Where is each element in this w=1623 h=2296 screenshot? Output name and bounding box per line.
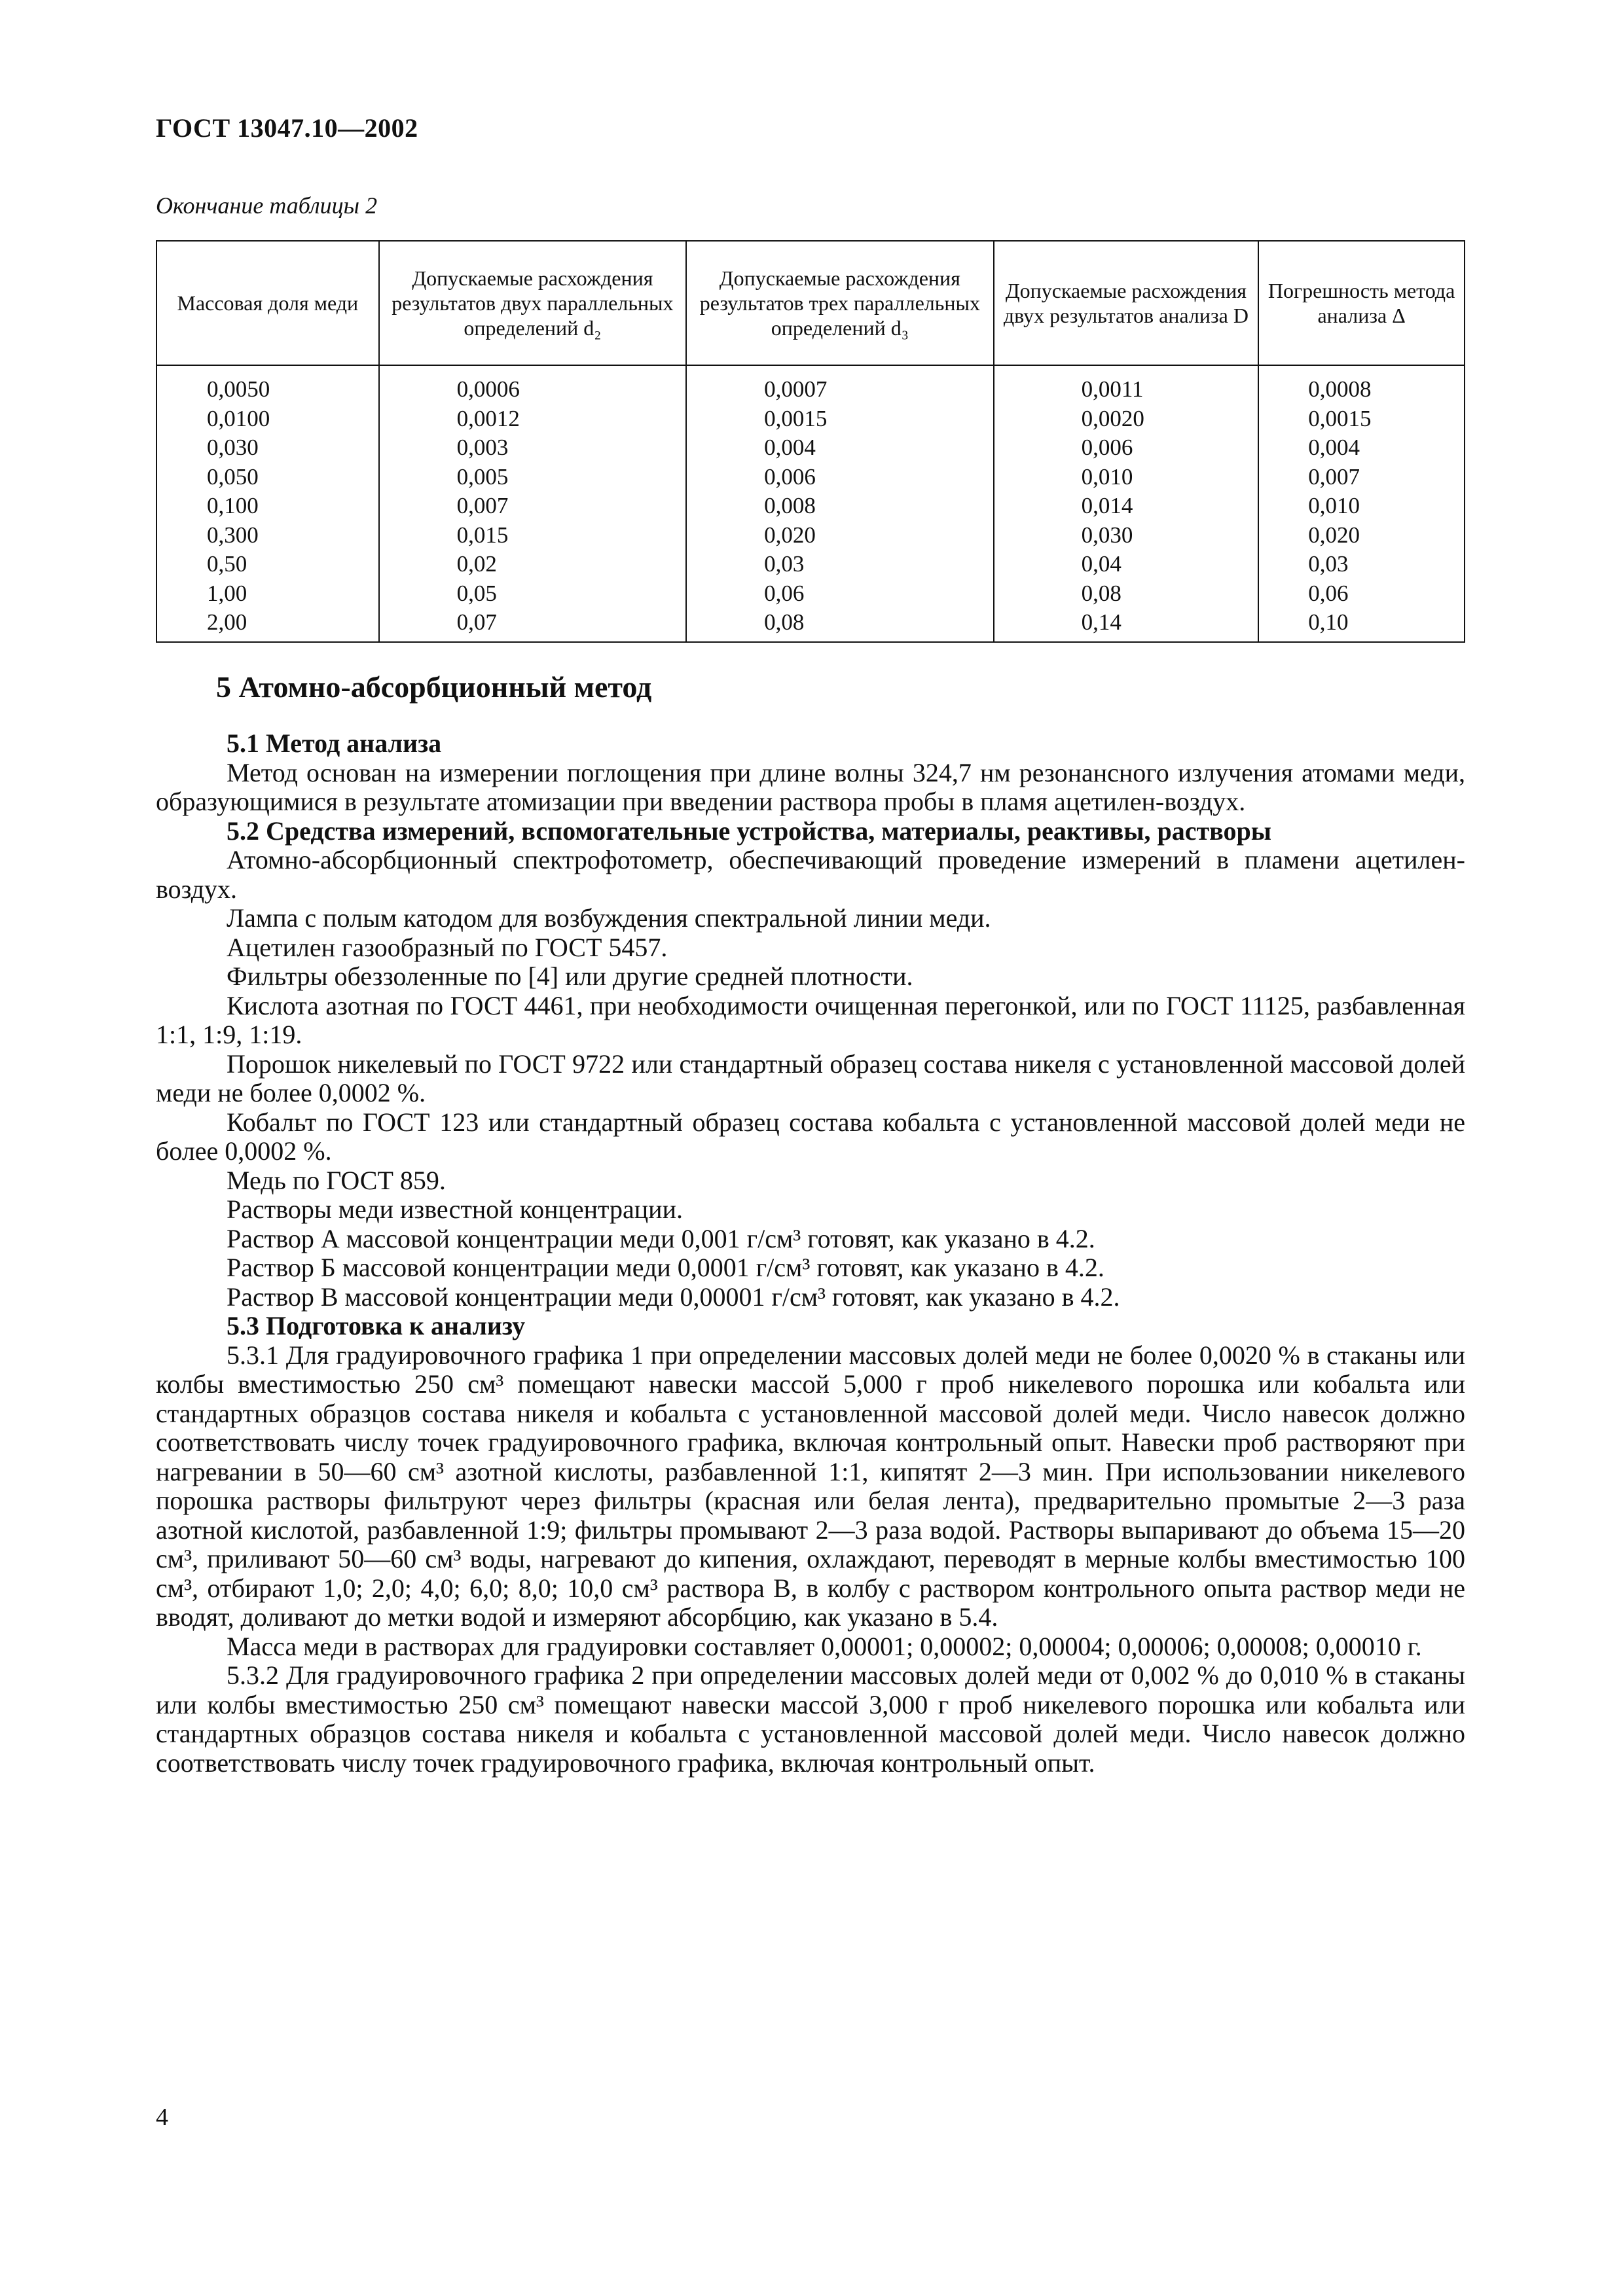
paragraph: Масса меди в растворах для градуировки составляет 0,00001; 0,00002; 0,00004; 0,00006; 0,00008; 0,00010 г. [227,1631,1422,1661]
table-cell: 0,0100 [207,405,270,431]
table-cell: 2,00 [207,609,247,635]
subsection-heading: 5.3 Подготовка к анализу [227,1311,526,1340]
table-cell: 0,04 [1081,551,1122,577]
table-cell: 0,14 [1081,609,1122,635]
column-header: Погрешность метода анализа Δ [1258,241,1465,365]
table-cell: 0,03 [764,551,805,577]
paragraph: Кислота азотная по ГОСТ 4461, при необходимости очищенная перегонкой, или по ГОСТ 11125, разбавленная 1:1, 1:9, 1:19. [156,990,1465,1049]
paragraph: Медь по ГОСТ 859. [227,1165,446,1195]
table-cell: 0,020 [1308,522,1360,548]
table-cell: 0,0015 [764,405,828,431]
paragraph: Фильтры обеззоленные по [4] или другие средней плотности. [227,961,913,991]
table-cell: 0,0012 [456,405,520,431]
paragraph: Раствор Б массовой концентрации меди 0,0001 г/см³ готовят, как указано в 4.2. [227,1253,1104,1282]
table-cell: 0,006 [1081,435,1133,460]
table-row [156,521,1465,550]
subsection-heading: 5.2 Средства измерений, вспомогательные устройства, материалы, реактивы, растворы [227,816,1271,846]
paragraph: Метод основан на измерении поглощения при длине волны 324,7 нм резонансного излучения атомами меди, образующимися в результате атомизации при введении раствора пробы в пламя ацетилен-воздух. [156,757,1465,816]
table-cell: 0,06 [1308,580,1349,606]
section-title: 5 Атомно-абсорбционный метод [216,670,652,704]
table-cell: 0,03 [1308,551,1349,577]
table-cell: 0,0007 [764,376,828,402]
table-cell: 0,004 [764,435,816,460]
table-row [156,365,1465,404]
table-cell: 0,050 [207,463,259,490]
body-text [156,729,1465,1778]
table-cell: 0,030 [207,435,259,460]
table-cell: 0,0050 [207,376,270,402]
table-cell: 0,010 [1308,493,1360,518]
table-cell: 0,015 [456,522,509,548]
table-cell: 0,0020 [1081,405,1144,431]
paragraph: Раствор В массовой концентрации меди 0,00001 г/см³ готовят, как указано в 4.2. [227,1282,1120,1312]
table-cell: 0,100 [207,493,259,518]
table-cell: 0,0008 [1308,376,1372,402]
table-cell: 0,020 [764,522,816,548]
paragraph: Порошок никелевый по ГОСТ 9722 или стандартный образец состава никеля с установленной массовой долей меди не более 0,0002 %. [156,1049,1465,1107]
table-cell: 0,006 [764,463,816,490]
subsection-heading: 5.1 Метод анализа [227,728,442,758]
table-row [156,463,1465,492]
table-cell: 0,06 [764,580,805,606]
paragraph: Ацетилен газообразный по ГОСТ 5457. [227,932,668,962]
table-row [156,404,1465,434]
table-cell: 0,07 [456,609,497,635]
paragraph: Растворы меди известной концентрации. [227,1194,683,1224]
document-code: ГОСТ 13047.10—2002 [156,113,418,143]
paragraph: Раствор А массовой концентрации меди 0,001 г/см³ готовят, как указано в 4.2. [227,1223,1095,1253]
table-cell: 0,014 [1081,493,1133,518]
table-cell: 0,007 [1308,463,1360,490]
table-row [156,579,1465,609]
table-cell: 0,05 [456,580,497,606]
table-row [156,550,1465,579]
column-header: Массовая доля меди [156,241,379,365]
table-cell: 0,005 [456,463,509,490]
copper-tolerance-table [156,240,1465,643]
table-cell: 0,010 [1081,463,1133,490]
column-header: Допускаемые расхождения результатов трех параллельных определений d₃ [686,241,993,365]
page-number: 4 [156,2104,168,2131]
paragraph: Атомно-абсорбционный спектрофотометр, обеспечивающий проведение измерений в пламени ацетилен-воздух. [156,845,1465,904]
table-row [156,433,1465,463]
table-cell: 0,10 [1308,609,1349,635]
table-row [156,492,1465,521]
paragraph: 5.3.1 Для градуировочного графика 1 при определении массовых долей меди не более 0,0020 % в стаканы или колбы вместимостью 250 см³ помещают навески массой 5,000 г проб никелевого порошка или кобальта или стандартных образцов состава никеля и кобальта с установленной массовой долей меди. Число навесок должно соответствовать числу точек градуировочного графика, включая контрольный опыт. Навески проб растворяют при нагревании в 50—60 см³ азотной кислоты, разбавленной 1:1, кипятят 2—3 мин. При использовании никелевого порошка растворы фильтруют через фильтры (красная или белая лента), предварительно промытые 2—3 раза азотной кислотой, разбавленной 1:9; фильтры промывают 2—3 раза водой. Растворы выпаривают до объема 15—20 см³, приливают 50—60 см³ воды, нагревают до кипения, охлаждают, переводят в мерные колбы вместимостью 100 см³, отбирают 1,0; 2,0; 4,0; 6,0; 8,0; 10,0 см³ раствора В, в колбу с раствором контрольного опыта раствор меди не вводят, доливают до метки водой и измеряют абсорбцию, как указано в 5.4. [156,1340,1465,1632]
table-cell: 0,08 [1081,580,1122,606]
table-cell: 0,0011 [1081,376,1144,402]
column-header: Допускаемые расхождения результатов двух параллельных определений d₂ [379,241,686,365]
table-cell: 0,0006 [456,376,520,402]
table-header-row [156,241,1465,365]
table-cell: 0,08 [764,609,805,635]
paragraph: Лампа с полым катодом для возбуждения спектральной линии меди. [227,903,991,933]
table-row [156,608,1465,642]
paragraph: Кобальт по ГОСТ 123 или стандартный образец состава кобальта с установленной массовой долей меди не более 0,0002 %. [156,1107,1465,1166]
table-cell: 0,003 [456,435,509,460]
table-cell: 0,02 [456,551,497,577]
table-cell: 0,008 [764,493,816,518]
column-header: Допускаемые расхождения двух результатов анализа D [994,241,1259,365]
table-cell: 0,300 [207,522,259,548]
paragraph: 5.3.2 Для градуировочного графика 2 при определении массовых долей меди от 0,002 % до 0,010 % в стаканы или колбы вместимостью 250 см³ помещают навески массой 3,000 г проб никелевого порошка или кобальта или стандартных образцов состава никеля и кобальта с установленной массовой долей меди. Число навесок должно соответствовать числу точек градуировочного графика, включая контрольный опыт. [156,1660,1465,1778]
table-cell: 0,030 [1081,522,1133,548]
table-cell: 1,00 [207,580,247,606]
table-cell: 0,0015 [1308,405,1372,431]
table-cell: 0,007 [456,493,509,518]
table-cell: 0,004 [1308,435,1360,460]
table-caption: Окончание таблицы 2 [156,192,378,219]
table-cell: 0,50 [207,551,247,577]
